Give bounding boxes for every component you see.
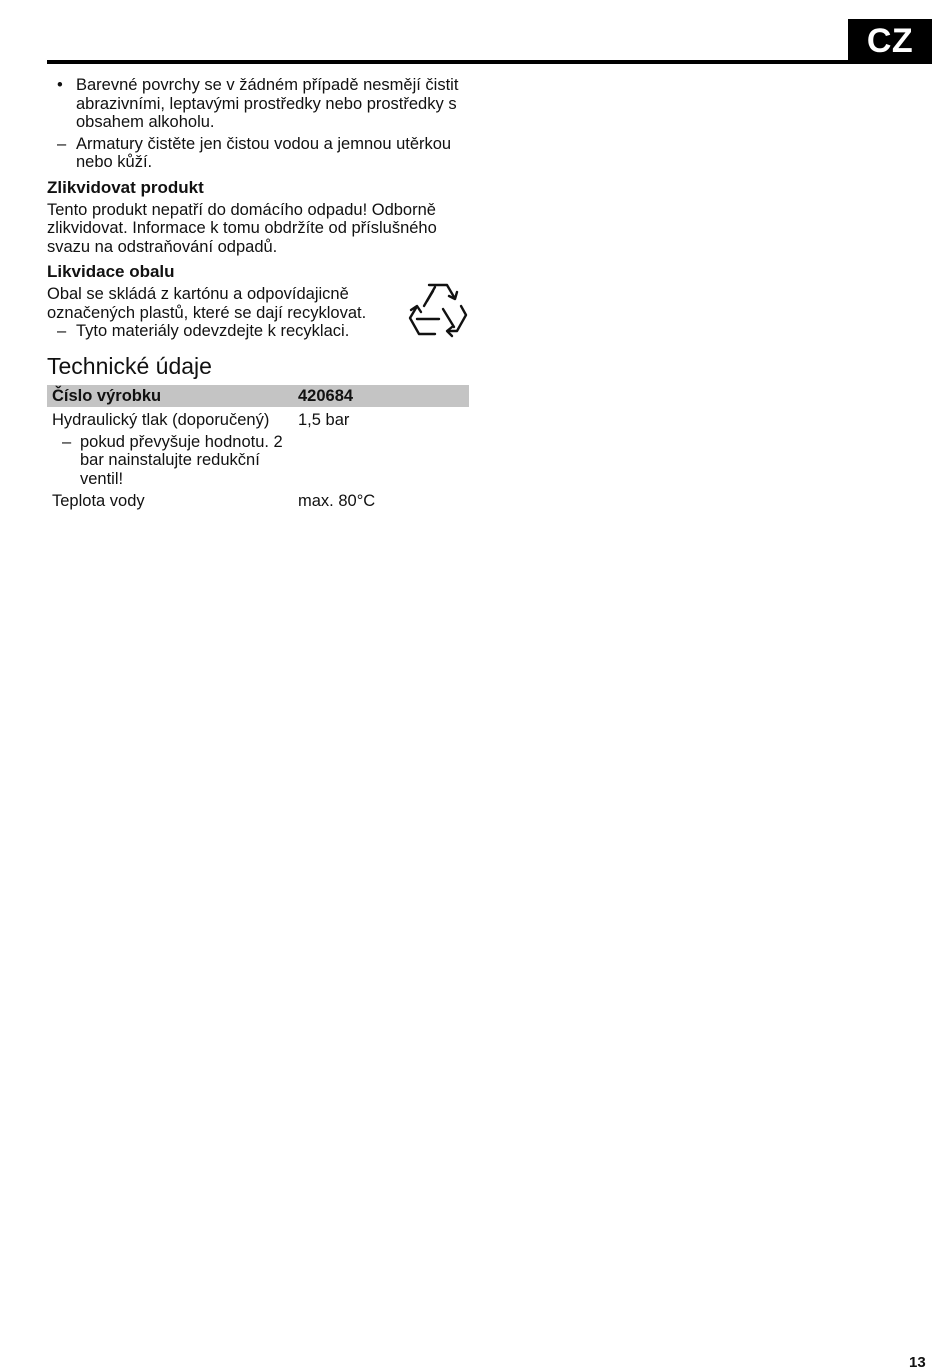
disposal-heading: Zlikvidovat produkt bbox=[47, 177, 204, 197]
technical-heading: Technické údaje bbox=[47, 352, 212, 379]
packaging-heading: Likvidace obalu bbox=[47, 262, 175, 281]
packaging-text: Obal se skládá z kartónu a odpovídajicně označených plastů, které se dají recyklovat. bbox=[47, 285, 367, 322]
recycling-icon bbox=[407, 279, 469, 341]
pressure-note-text: pokud převyšuje hodnotu. 2 bar nainstalujte redukční ventil! bbox=[80, 432, 283, 488]
packaging-dash-item bbox=[47, 322, 399, 341]
pressure-value: 1,5 bar bbox=[298, 411, 350, 429]
page-number: 13 bbox=[909, 1354, 926, 1371]
water-temp-label: Teplota vody bbox=[52, 492, 145, 510]
header-rule bbox=[47, 60, 932, 64]
table-header-row bbox=[47, 385, 469, 408]
language-tab: CZ bbox=[848, 19, 932, 64]
care-bullet-item bbox=[47, 76, 469, 132]
dash-mark: – bbox=[62, 432, 72, 451]
water-temp-value: max. 80°C bbox=[298, 492, 376, 510]
product-number-value: 420684 bbox=[293, 385, 469, 408]
care-bullet-text: Barevné povrchy se v žádném případě nesmějí čistit abrazivními, leptavými prostředky nebo prostředky s obsahem alkoholu. bbox=[76, 76, 459, 131]
pressure-note bbox=[47, 430, 293, 489]
care-dash-item bbox=[47, 135, 469, 172]
table-row bbox=[47, 407, 469, 430]
content-column bbox=[47, 76, 469, 511]
dash-mark: – bbox=[57, 322, 67, 340]
product-number-label: Číslo výrobku bbox=[47, 385, 293, 408]
table-row bbox=[47, 430, 469, 489]
care-dash-text: Armatury čistěte jen čistou vodou a jemnou utěrkou nebo kůží. bbox=[76, 134, 452, 171]
packaging-dash-text: Tyto materiály odevzdejte k recyklaci. bbox=[76, 322, 350, 340]
packaging-section bbox=[47, 285, 469, 341]
dash-mark: – bbox=[57, 134, 67, 153]
pressure-label: Hydraulický tlak (doporučený) bbox=[52, 411, 270, 429]
pressure-note-value bbox=[293, 430, 469, 489]
table-row bbox=[47, 488, 469, 511]
disposal-text: Tento produkt nepatří do domácího odpadu! Odborně zlikvidovat. Informace k tomu obdržíte od příslušného svazu na odstraňování odpadů. bbox=[47, 200, 437, 256]
bullet-mark: • bbox=[57, 76, 63, 94]
technical-table bbox=[47, 385, 469, 511]
